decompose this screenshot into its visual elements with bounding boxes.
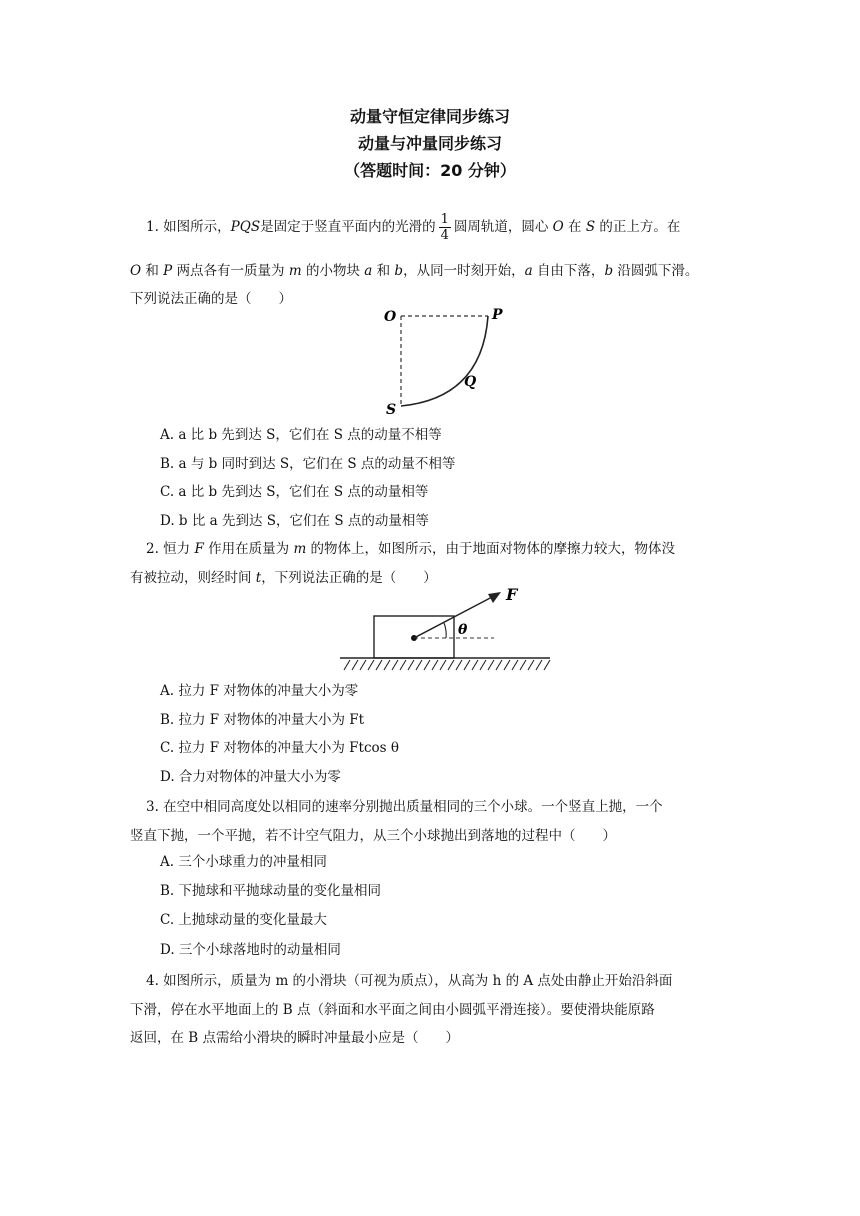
question-3-stem-line2: 竖直下抛，一个平抛，若不计空气阻力，从三个小球抛出到落地的过程中（ ） bbox=[130, 828, 616, 844]
q2-option-a: A. 拉力 F 对物体的冲量大小为零 bbox=[160, 683, 359, 699]
doc-title: 动量守恒定律同步练习 bbox=[349, 107, 510, 126]
doc-subtitle: 动量与冲量同步练习 bbox=[357, 134, 502, 153]
q1-option-a: A. a 比 b 先到达 S，它们在 S 点的动量不相等 bbox=[160, 427, 442, 443]
question-1-stem-line3: 下列说法正确的是（ ） bbox=[130, 291, 292, 307]
question-2-stem-line1: 2. 恒力 F 作用在质量为 m 的物体上，如图所示，由于地面对物体的摩擦力较大，物体没 bbox=[146, 541, 676, 557]
q2-option-d: D. 合力对物体的冲量大小为零 bbox=[160, 769, 341, 785]
question-4-stem-line1: 4. 如图所示，质量为 m 的小滑块（可视为质点），从高为 h 的 A 点处由静止开始沿斜面 bbox=[146, 973, 673, 989]
q1-option-b: B. a 与 b 同时到达 S，它们在 S 点的动量不相等 bbox=[160, 456, 456, 472]
q2-option-c: C. 拉力 F 对物体的冲量大小为 Ftcos θ bbox=[160, 740, 399, 756]
question-4-stem-line3: 返回，在 B 点需给小滑块的瞬时冲量最小应是（ ） bbox=[130, 1030, 460, 1046]
q1-option-d: D. b 比 a 先到达 S，它们在 S 点的动量相等 bbox=[160, 513, 429, 529]
question-4-stem-line2: 下滑，停在水平地面上的 B 点（斜面和水平面之间由小圆弧平滑连接）。要使滑块能原路 bbox=[130, 1002, 655, 1018]
force-on-block-figure bbox=[336, 582, 556, 674]
fraction-quarter: $\frac{1}{4}$ bbox=[440, 212, 449, 243]
q3-option-a: A. 三个小球重力的冲量相同 bbox=[160, 854, 327, 870]
ground-hatching bbox=[344, 660, 550, 670]
q3-option-b: B. 下抛球和平抛球动量的变化量相同 bbox=[160, 883, 382, 899]
point-o-label: O bbox=[384, 309, 397, 325]
question-3-stem-line1: 3. 在空中相同高度处以相同的速率分别抛出质量相同的三个小球。一个竖直上抛，一个 bbox=[146, 799, 663, 815]
force-f-label: F bbox=[506, 585, 518, 604]
question-1-stem-line1: 1. 如图所示，PQS是固定于竖直平面内的光滑的 $\frac{1}{4}$ 圆周轨道，圆心 O 在 S 的正上方。在 bbox=[146, 212, 681, 243]
point-q-label: Q bbox=[464, 374, 477, 390]
point-p-label: P bbox=[492, 307, 503, 323]
q2-option-b: B. 拉力 F 对物体的冲量大小为 Ft bbox=[160, 712, 365, 728]
q3-option-d: D. 三个小球落地时的动量相同 bbox=[160, 942, 341, 958]
q1-option-c: C. a 比 b 先到达 S，它们在 S 点的动量相等 bbox=[160, 484, 429, 500]
q3-option-c: C. 上抛球动量的变化量最大 bbox=[160, 912, 327, 928]
point-s-label: S bbox=[386, 402, 397, 418]
doc-time-note: （答题时间：20 分钟） bbox=[344, 161, 516, 180]
question-1-stem-line2: O 和 P 两点各有一质量为 m 的小物块 a 和 b，从同一时刻开始，a 自由下落，b 沿圆弧下滑。 bbox=[130, 263, 699, 279]
question-2-stem-line2: 有被拉动，则经时间 t，下列说法正确的是（ ） bbox=[130, 570, 437, 586]
angle-theta-label: θ bbox=[458, 622, 468, 638]
quarter-circle-track-figure bbox=[370, 302, 520, 420]
